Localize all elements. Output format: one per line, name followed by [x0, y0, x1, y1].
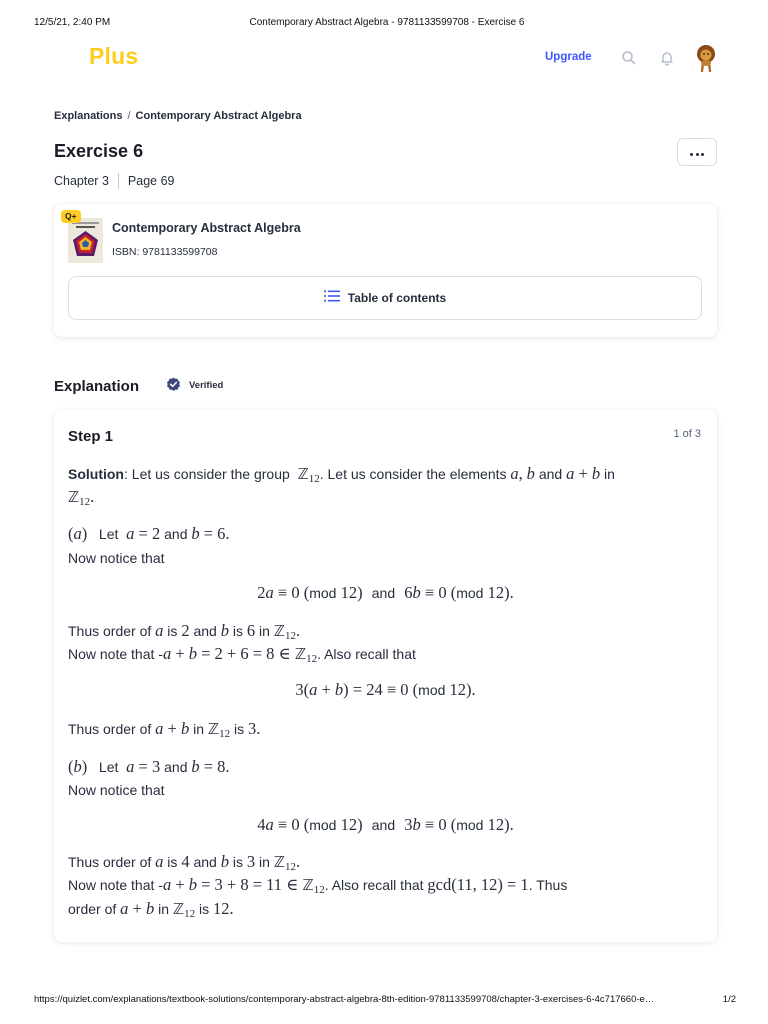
- page-label: Page 69: [127, 174, 175, 188]
- notice-line-a: Now notice that: [68, 550, 165, 566]
- search-icon[interactable]: [620, 49, 638, 67]
- step-count: 1 of 3: [673, 428, 701, 440]
- math: (b): [68, 757, 88, 776]
- breadcrumb: [54, 110, 302, 122]
- text: in: [604, 466, 615, 482]
- equation-a: 2a ≡ 0 (mod 12) and 6b ≡ 0 (mod 12).: [257, 583, 514, 602]
- page-title: Exercise 6: [54, 141, 144, 161]
- math: a: [510, 464, 519, 483]
- text: Let: [98, 526, 119, 542]
- ellipsis-icon: [689, 143, 706, 161]
- more-options-button[interactable]: [677, 138, 717, 166]
- book-isbn: ISBN: 9781133599708: [112, 246, 218, 258]
- text: and: [538, 466, 563, 482]
- text: and: [164, 526, 188, 542]
- verified-icon: [166, 377, 181, 392]
- part-b-line: (b) Let a = 3 and b = 8.: [68, 757, 230, 776]
- step-title: Step 1: [68, 428, 114, 445]
- plus-logo[interactable]: Plus: [89, 43, 139, 69]
- equation-a-sum: 3(a + b) = 24 ≡ 0 (mod 12).: [295, 680, 476, 699]
- book-cover[interactable]: [68, 218, 103, 263]
- list-icon: [324, 289, 340, 307]
- meta-divider: [118, 173, 119, 189]
- part-a-line: [68, 525, 230, 543]
- book-title[interactable]: Contemporary Abstract Algebra: [112, 221, 301, 235]
- notice-line-b: Now notice that: [68, 782, 165, 798]
- step-card: [54, 410, 717, 942]
- print-url: https://quizlet.com/explanations/textbook-solutions/contemporary-abstract-algebra-8th-edition-9781133599708/chapter-3-exercises-6-4c717660-e…: [34, 994, 655, 1005]
- table-of-contents-button[interactable]: [68, 276, 702, 320]
- note-line-a: Now note that -a + b = 2 + 6 = 8 ∈ ℤ$_{12}$. Also recall that: [68, 644, 416, 665]
- breadcrumb-explanations[interactable]: Explanations: [54, 110, 123, 122]
- table-of-contents-label: Table of contents: [347, 291, 447, 305]
- plus-badge: Q+: [61, 210, 81, 223]
- avatar[interactable]: [694, 44, 718, 72]
- explanation-heading: Explanation: [54, 378, 140, 395]
- order-line-b: Thus order of a is 4 and b is 3 in ℤ$_{12}$.: [68, 852, 301, 873]
- solution-line-2: [68, 488, 94, 511]
- solution-label: Solution: [68, 466, 124, 482]
- print-title: Contemporary Abstract Algebra - 9781133599708 - Exercise 6: [249, 17, 525, 28]
- verified-label: Verified: [189, 380, 224, 391]
- math: a = 2: [126, 524, 161, 543]
- upgrade-link[interactable]: Upgrade: [545, 51, 592, 63]
- solution-line-1: Solution: Let us consider the group ℤ$_{12}$. Let us consider the elements a, b and a + b in: [68, 464, 615, 485]
- math: b = 6.: [191, 524, 230, 543]
- math: ℤ$_{12}$.: [68, 487, 95, 508]
- math: b: [526, 464, 535, 483]
- breadcrumb-book[interactable]: Contemporary Abstract Algebra: [135, 110, 302, 122]
- order-sum-line-a: Thus order of a + b in ℤ$_{12}$ is 3.: [68, 719, 261, 740]
- equation-b: 4a ≡ 0 (mod 12) and 3b ≡ 0 (mod 12).: [257, 815, 514, 834]
- book-card: [54, 204, 717, 337]
- exercise-meta: [54, 173, 174, 189]
- print-page-number: 1/2: [722, 994, 736, 1005]
- bell-icon[interactable]: [658, 49, 676, 67]
- order-line-a: Thus order of a is 2 and b is 6 in ℤ$_{12}$.: [68, 621, 301, 642]
- math: (a): [68, 524, 88, 543]
- breadcrumb-separator: /: [127, 110, 131, 122]
- text: : Let us consider the group: [124, 466, 290, 482]
- note-line-b: Now note that -a + b = 3 + 8 = 11 ∈ ℤ$_{12}$. Also recall that gcd(11, 12) = 1. Thus: [68, 875, 568, 896]
- math: a + b: [566, 464, 601, 483]
- text: . Let us consider the elements: [319, 466, 507, 482]
- chapter-label: Chapter 3: [54, 174, 109, 188]
- math: ℤ$_{12}$: [297, 465, 320, 485]
- order-sum-line-b: order of a + b in ℤ$_{12}$ is 12.: [68, 899, 234, 920]
- print-date: 12/5/21, 2:40 PM: [34, 17, 111, 28]
